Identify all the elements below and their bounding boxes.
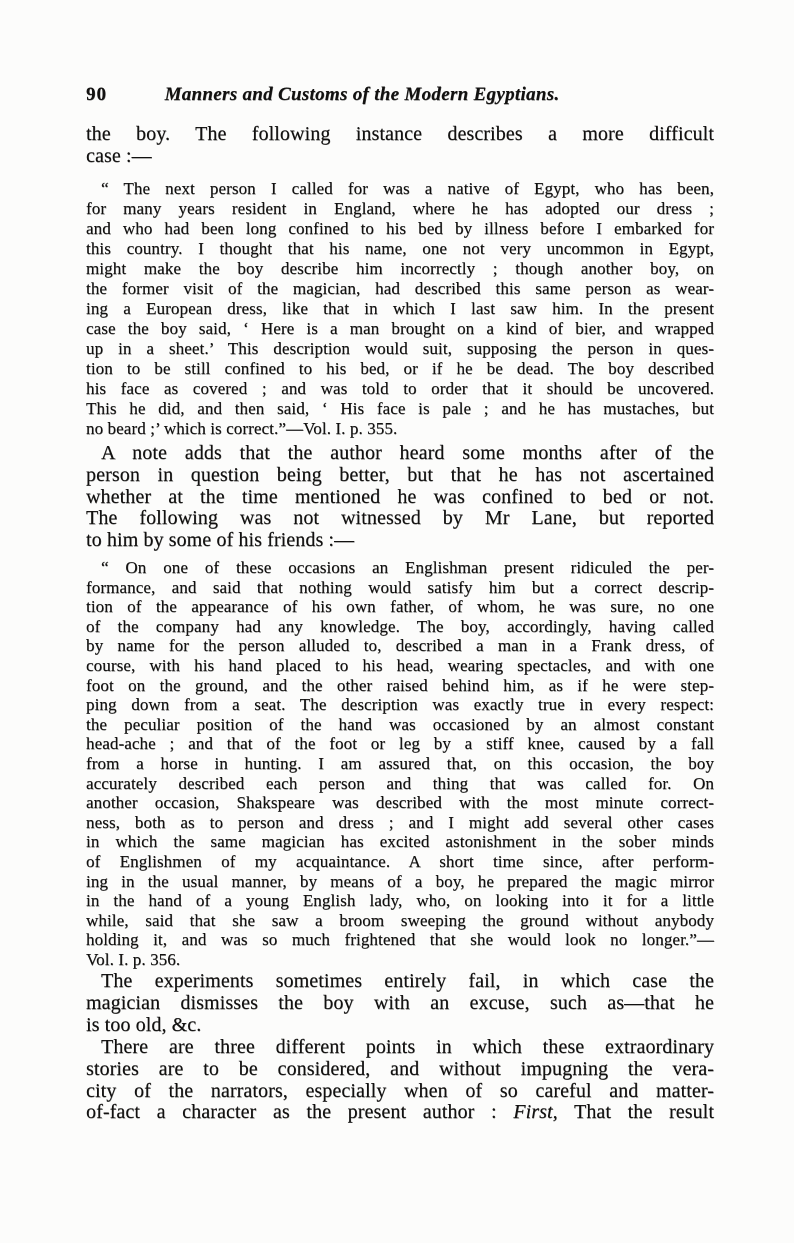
text-line: This he did, and then said, ‘ His face is pale ; and he has mustaches, but xyxy=(86,399,714,418)
text-line: ing a European dress, like that in which I last saw him. In the present xyxy=(86,299,714,318)
text-line: ping down from a seat. The description was exactly true in every respect: xyxy=(86,695,714,715)
text-line: case the boy said, ‘ Here is a man brought on a kind of bier, and wrapped xyxy=(86,319,714,338)
text-line: is too old, &c. xyxy=(86,1013,202,1036)
text-line: tion of the appearance of his own father, of whom, he was sure, no one xyxy=(86,597,714,617)
text-line: and who had been long confined to his bed by illness before I embarked for xyxy=(86,219,714,238)
text-line: this country. I thought that his name, one not very uncommon in Egypt, xyxy=(86,239,714,258)
text-line: the boy. The following instance describes a more difficult xyxy=(86,123,714,145)
text-line: case :— xyxy=(86,144,152,167)
text-line: accurately described each person and thing that was called for. On xyxy=(86,773,714,793)
text-line: ness, both as to person and dress ; and I might add several other cases xyxy=(86,812,714,832)
text-line: Vol. I. p. 356. xyxy=(86,949,181,969)
text-line: while, said that she saw a broom sweeping the ground without anybody xyxy=(86,910,714,930)
text-line: holding it, and was so much frightened that she would look no longer.”— xyxy=(86,930,714,950)
text-line: There are three different points in which these extraordinary xyxy=(101,1036,714,1058)
text-line: magician dismisses the boy with an excuse, such as—that he xyxy=(86,991,714,1014)
text-line: from a horse in hunting. I am assured that, on this occasion, the boy xyxy=(86,753,714,773)
text-line: might make the boy describe him incorrectly ; though another boy, on xyxy=(86,259,714,278)
text-line: person in question being better, but that he has not ascertained xyxy=(86,463,714,486)
text-line: course, with his hand placed to his head, wearing spectacles, and with one xyxy=(86,655,714,675)
paragraph-intro xyxy=(86,124,714,168)
text-line: city of the narrators, especially when of so careful and matter- xyxy=(86,1079,714,1102)
paragraph-three-points xyxy=(86,1037,714,1124)
page-number: 90 xyxy=(86,84,107,105)
text-line: foot on the ground, and the other raised behind him, as if he were step- xyxy=(86,675,714,695)
text-line: stories are to be considered, and without impugning the vera- xyxy=(86,1057,714,1080)
paragraph-note xyxy=(86,443,714,552)
text-line: formance, and said that nothing would satisfy him but a correct descrip- xyxy=(86,577,714,597)
text-line: ing in the usual manner, by means of a boy, he prepared the magic mirror xyxy=(86,871,714,891)
text-line: of-fact a character as the present author : First, That the result xyxy=(86,1101,714,1124)
text-line: of Englishmen of my acquaintance. A short time since, after perform- xyxy=(86,851,714,871)
text-line: “ On one of these occasions an Englishman present ridiculed the per- xyxy=(101,558,714,577)
text-line: his face as covered ; and was told to order that it should be uncovered. xyxy=(86,379,714,398)
text-line: head-ache ; and that of the foot or leg by a stiff knee, caused by a fall xyxy=(86,734,714,754)
text-line: The following was not witnessed by Mr Lane, but reported xyxy=(86,507,714,530)
text-line: the peculiar position of the hand was occasioned by an almost constant xyxy=(86,714,714,734)
paragraph-experiments xyxy=(86,971,714,1036)
text-line: the former visit of the magician, had described this same person as wear- xyxy=(86,279,714,298)
text-line: up in a sheet.’ This description would suit, supposing the person in ques- xyxy=(86,339,714,358)
text-line: A note adds that the author heard some months after of the xyxy=(101,442,714,464)
text-line: to him by some of his friends :— xyxy=(86,529,355,552)
running-header xyxy=(86,84,714,106)
text-line: for many years resident in England, where he has adopted our dress ; xyxy=(86,199,714,218)
paragraph-quote-p355 xyxy=(86,179,714,439)
text-line: tion to be still confined to his bed, or if he be dead. The boy described xyxy=(86,359,714,378)
running-title: Manners and Customs of the Modern Egyptians. xyxy=(164,84,560,105)
text-line: “ The next person I called for was a native of Egypt, who has been, xyxy=(101,179,714,198)
text-line: no beard ;’ which is correct.”—Vol. I. p. 355. xyxy=(86,419,398,438)
paragraph-quote-p356 xyxy=(86,558,714,969)
text-line: in which the same magician has excited astonishment in the sober minds xyxy=(86,832,714,852)
text-line: another occasion, Shakspeare was described with the most minute correct- xyxy=(86,793,714,813)
text-line: of the company had any knowledge. The boy, accordingly, having called xyxy=(86,616,714,636)
text-line: The experiments sometimes entirely fail, in which case the xyxy=(101,970,714,992)
text-line: whether at the time mentioned he was confined to bed or not. xyxy=(86,485,714,508)
text-line: by name for the person alluded to, described a man in a Frank dress, of xyxy=(86,636,714,656)
text-line: in the hand of a young English lady, who, on looking into it for a little xyxy=(86,891,714,911)
